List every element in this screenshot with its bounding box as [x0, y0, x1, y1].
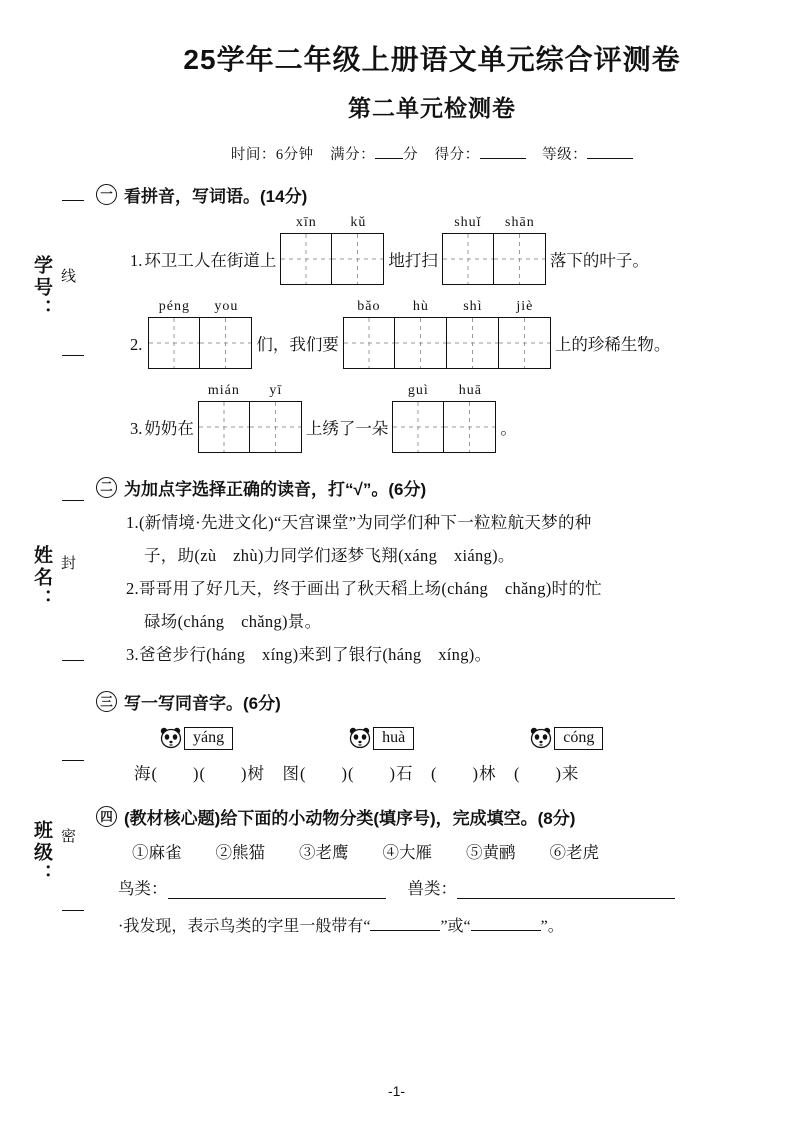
tianzi-grid[interactable] — [280, 233, 384, 285]
tianzi-grid[interactable] — [148, 317, 252, 369]
pinyin-label: péng you — [158, 299, 239, 314]
tianzi-grid[interactable] — [442, 233, 546, 285]
q-text-post: 落下的叶子。 — [549, 251, 649, 270]
pinyin-answer-group[interactable] — [442, 215, 546, 285]
meta-total-label: 满分： — [330, 147, 376, 163]
bird-category-blank[interactable] — [168, 875, 386, 899]
pinyin-label: bǎo hù shì jiè — [357, 299, 534, 314]
meta-time: 时间：6分钟 — [230, 147, 314, 163]
section-number: 一 — [96, 184, 117, 205]
beast-category-label: 兽类： — [407, 879, 457, 899]
meta-total-unit: 分 — [403, 147, 419, 163]
animal-option: ⑤黄鹂 — [466, 843, 516, 863]
margin-label-xian: 线 — [59, 268, 76, 286]
q-number: 3. — [130, 419, 143, 438]
q-text-post: 。 — [500, 419, 517, 438]
section-2 — [96, 475, 768, 669]
section-3-heading — [96, 689, 768, 714]
tianzi-grid[interactable] — [198, 401, 302, 453]
question-1-2 — [96, 299, 768, 369]
q-text-mid: 地打扫 — [388, 251, 438, 270]
tianzi-cell[interactable] — [395, 317, 447, 369]
page-subtitle: 第二单元检测卷 — [348, 95, 516, 121]
margin-divider — [62, 355, 84, 356]
beast-category-blank[interactable] — [457, 875, 675, 899]
margin-divider — [62, 910, 84, 911]
margin-label-mi: 密 — [59, 828, 76, 846]
section-3 — [96, 689, 768, 784]
animal-option: ⑥老虎 — [549, 843, 599, 863]
panda-icon — [526, 726, 556, 750]
pinyin-answer-group[interactable] — [280, 215, 384, 285]
exam-content — [96, 0, 768, 936]
tianzi-grid[interactable] — [343, 317, 551, 369]
margin-label-name: 姓名： — [31, 545, 52, 611]
section-heading-text: 写一写同音字。(6分) — [124, 694, 281, 714]
pinyin-hint-label: huà — [373, 727, 414, 750]
section-4-heading — [96, 804, 768, 829]
q-number: 1. — [130, 251, 143, 270]
question-2-line: 碌场(cháng chǎng)景。 — [144, 611, 322, 631]
section-heading-text: 看拼音，写词语。(14分) — [124, 187, 308, 206]
margin-divider — [62, 760, 84, 761]
question-1-3 — [96, 383, 768, 453]
section-1 — [96, 182, 768, 453]
category-answer-row — [96, 875, 768, 899]
question-2-line: 2.哥哥用了好几天，终于画出了秋天稻上场(cháng chǎng)时的忙 — [126, 578, 602, 598]
margin-label-class: 班级： — [31, 820, 52, 886]
tianzi-cell[interactable] — [280, 233, 332, 285]
q-text-pre: 奶奶在 — [144, 419, 194, 438]
pinyin-answer-group[interactable] — [148, 299, 252, 369]
meta-grade-label: 等级： — [542, 147, 588, 163]
exam-meta — [96, 143, 768, 164]
tianzi-cell[interactable] — [494, 233, 546, 285]
tianzi-cell[interactable] — [442, 233, 494, 285]
question-2-line: 子，助(zù zhù)力同学们逐梦飞翔(xáng xiáng)。 — [144, 545, 515, 565]
tianzi-cell[interactable] — [447, 317, 499, 369]
pinyin-answer-group[interactable] — [392, 383, 496, 453]
tianzi-cell[interactable] — [499, 317, 551, 369]
note-text-pre: ·我发现，表示鸟类的字里一般带有“ — [118, 918, 371, 936]
margin-label-student-id: 学号： — [31, 255, 52, 321]
pinyin-label: mián yī — [207, 383, 283, 398]
grade-blank[interactable] — [587, 158, 633, 159]
pinyin-hint-item — [345, 726, 414, 750]
note-text-post: ”。 — [540, 918, 564, 936]
pinyin-hint-item — [526, 726, 603, 750]
animal-option: ④大雁 — [382, 843, 432, 863]
meta-score-label: 得分： — [434, 147, 480, 163]
pinyin-answer-group[interactable] — [198, 383, 302, 453]
q-text-post: 上的珍稀生物。 — [554, 335, 671, 354]
section-heading-text: 为加点字选择正确的读音，打“√”。(6分) — [124, 480, 427, 499]
left-margin — [0, 0, 96, 1121]
margin-label-feng: 封 — [59, 555, 76, 573]
tianzi-cell[interactable] — [332, 233, 384, 285]
question-2-line: 1.(新情境·先进文化)“天宫课堂”为同学们种下一粒粒航天梦的种 — [126, 513, 592, 532]
tianzi-cell[interactable] — [343, 317, 395, 369]
tianzi-cell[interactable] — [200, 317, 252, 369]
section-heading-text: (教材核心题)给下面的小动物分类(填序号)，完成填空。(8分) — [124, 809, 576, 829]
note-blank-1[interactable] — [370, 930, 440, 931]
tianzi-cell[interactable] — [250, 401, 302, 453]
page-title: 25学年二年级上册语文单元综合评测卷 — [183, 44, 681, 75]
note-blank-2[interactable] — [471, 930, 541, 931]
question-2-line: 3.爸爸步行(háng xíng)来到了银行(háng xíng)。 — [126, 644, 492, 664]
pinyin-hint-row — [96, 726, 768, 750]
animal-option: ③老鹰 — [299, 843, 349, 863]
score-blank[interactable] — [480, 158, 526, 159]
section-4 — [96, 804, 768, 936]
animal-option: ①麻雀 — [132, 843, 182, 863]
tianzi-grid[interactable] — [392, 401, 496, 453]
tianzi-cell[interactable] — [148, 317, 200, 369]
pinyin-label: shuǐ shān — [454, 215, 535, 230]
panda-icon — [156, 726, 186, 750]
tianzi-cell[interactable] — [198, 401, 250, 453]
pinyin-hint-label: yáng — [184, 727, 233, 750]
section-number: 二 — [96, 477, 117, 498]
pinyin-answer-group[interactable] — [343, 299, 551, 369]
homophone-answer-line[interactable]: 海( )( )树 图( )( )石 ( )林 ( )来 — [134, 764, 580, 784]
margin-divider — [62, 200, 84, 201]
discovery-note — [96, 913, 768, 936]
q-text-mid: 们，我们要 — [256, 335, 339, 354]
tianzi-cell[interactable] — [392, 401, 444, 453]
margin-divider — [62, 500, 84, 501]
bird-category-label: 鸟类： — [118, 879, 168, 899]
pinyin-hint-label: cóng — [554, 727, 603, 750]
section-2-heading — [96, 475, 768, 500]
panda-icon — [345, 726, 375, 750]
animal-option: ②熊猫 — [215, 843, 265, 863]
note-text-mid: ”或“ — [440, 918, 471, 936]
q-text-mid: 上绣了一朵 — [305, 419, 389, 438]
section-number: 四 — [96, 806, 117, 827]
margin-divider — [62, 660, 84, 661]
pinyin-label: xīn kǔ — [295, 215, 367, 230]
animal-options — [96, 839, 768, 863]
q-number: 2. — [130, 335, 143, 354]
q-text-pre: 环卫工人在街道上 — [144, 251, 277, 270]
tianzi-cell[interactable] — [444, 401, 496, 453]
page-number: -1- — [387, 1083, 406, 1099]
question-1-1 — [96, 215, 768, 285]
pinyin-label: guì huā — [407, 383, 482, 398]
section-1-heading — [96, 182, 768, 207]
section-number: 三 — [96, 691, 117, 712]
pinyin-hint-item — [156, 726, 233, 750]
